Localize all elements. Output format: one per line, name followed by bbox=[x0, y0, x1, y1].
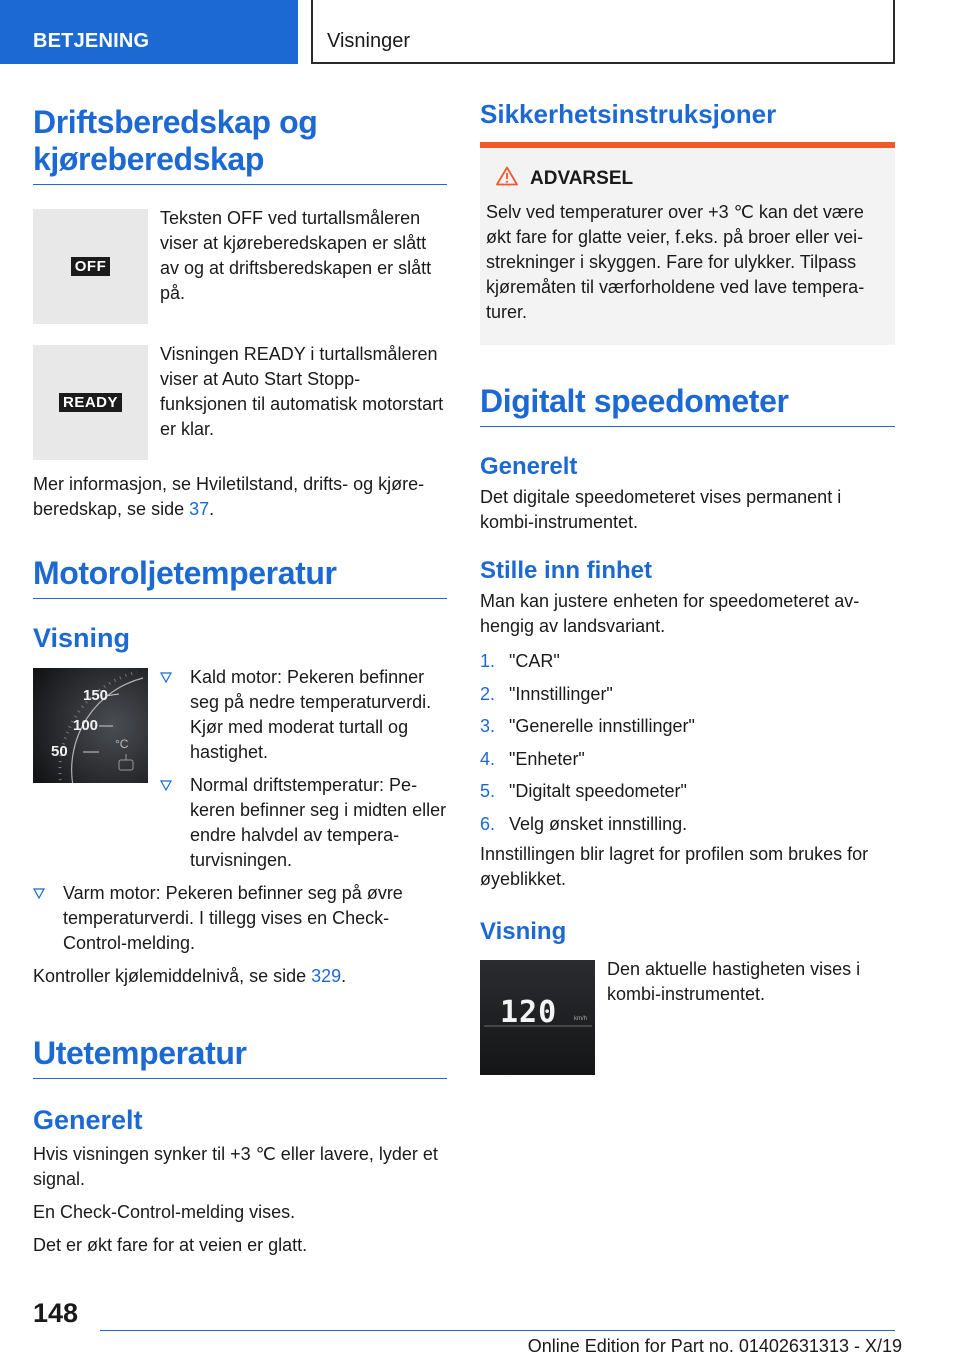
bullet-text: Kald motor: Pekeren befinner seg på nedre temperaturverdi. Kjør med moderat turtall og hastighet. bbox=[190, 667, 432, 762]
subtitle-generelt-right: Generelt bbox=[480, 453, 578, 480]
gauge-bullets-full bbox=[33, 881, 447, 956]
speedometer-graphic bbox=[480, 960, 595, 1075]
footer-divider bbox=[100, 1330, 895, 1331]
step-number: 5. bbox=[480, 781, 496, 801]
subtitle-visning-left: Visning bbox=[33, 623, 131, 653]
ready-indicator-image bbox=[33, 345, 148, 460]
footer-edition: Online Edition for Part no. 01402631313 - X/19 bbox=[527, 1336, 902, 1356]
gauge-label-100: 100 bbox=[73, 717, 99, 734]
step-text: "Innstillinger" bbox=[509, 683, 613, 704]
page-link-37[interactable]: 37 bbox=[189, 499, 210, 519]
warning-label: ADVARSEL bbox=[530, 168, 634, 189]
check-text: Kontroller kjølemiddelnivå, se side bbox=[33, 966, 312, 986]
after-steps-text: Innstillingen blir lagret for profilen som brukes for øyeblikket. bbox=[480, 844, 869, 889]
bullet-text: Varm motor: Pekeren befinner seg på øvre temperaturverdi. I tillegg vises en Check-Control-melding. bbox=[63, 883, 403, 953]
title-driftsberedskap: Driftsberedskap og kjøreberedskap bbox=[33, 104, 447, 185]
ute-paragraph-2: En Check-Control-melding vises. bbox=[33, 1202, 296, 1222]
subtitle-stille-inn: Stille inn finhet bbox=[480, 557, 652, 584]
bullet-triangle-icon bbox=[160, 773, 190, 873]
gauge-label-unit: °C bbox=[115, 737, 129, 751]
step-number: 2. bbox=[480, 683, 496, 704]
steps-list bbox=[480, 649, 895, 837]
bullet-text: Normal driftstemperatur: Pekeren befinner seg i midten eller endre halvdel av temperaturvisningen. bbox=[190, 775, 447, 870]
step-text: "Digitalt speedometer" bbox=[509, 781, 687, 801]
header-section-tab: BETJENING bbox=[0, 0, 298, 64]
gauge-label-50: 50 bbox=[51, 743, 68, 760]
bullet-triangle-icon bbox=[160, 665, 190, 765]
step-item bbox=[480, 747, 895, 772]
bullet-normal-temp bbox=[160, 773, 447, 873]
warning-header bbox=[486, 166, 889, 192]
check-end: . bbox=[341, 966, 347, 986]
header-chapter: Visninger bbox=[311, 0, 895, 64]
step-item bbox=[480, 812, 895, 837]
gauge-row bbox=[33, 668, 447, 881]
speed-unit: km/h bbox=[574, 1016, 588, 1022]
off-indicator-image bbox=[33, 209, 148, 324]
off-text: Teksten OFF ved turtallsmåleren viser at kjøreberedskapen er slått av og at driftsberedskapen er slått på. bbox=[160, 208, 432, 303]
off-row bbox=[33, 209, 447, 324]
bullet-hot-engine bbox=[33, 881, 447, 956]
title-sikkerhetsinstruksjoner: Sikkerhetsinstruksjoner bbox=[480, 99, 777, 129]
step-text: "Generelle innstillinger" bbox=[509, 716, 695, 736]
right-column bbox=[480, 100, 895, 1075]
ute-paragraph-1: Hvis visningen synker til +3 ℃ eller lavere, lyder et signal. bbox=[33, 1144, 438, 1189]
more-info-paragraph bbox=[33, 472, 447, 522]
left-column bbox=[33, 104, 447, 1258]
ute-paragraph-3: Det er økt fare for at veien er glatt. bbox=[33, 1235, 308, 1255]
off-badge: OFF bbox=[71, 257, 111, 276]
warning-box bbox=[480, 142, 895, 345]
title-utetemperatur: Utetemperatur bbox=[33, 1035, 447, 1079]
step-item bbox=[480, 649, 895, 674]
stille-text: Man kan justere enheten for speedometeret avhengig av landsvariant. bbox=[480, 591, 860, 636]
step-number: 6. bbox=[480, 813, 496, 834]
title-digitalt-speedometer: Digitalt speedometer bbox=[480, 383, 895, 427]
step-text: "Enheter" bbox=[509, 748, 585, 769]
warning-text: Selv ved temperaturer over +3 ℃ kan det være økt fare for glatte veier, f.eks. på broer eller veistrekninger i skyggen. Fare for ulykker. Tilpass kjøremåten til værforholdene ved lave temperaturer. bbox=[486, 202, 865, 322]
speedo-row bbox=[480, 960, 895, 1075]
step-number: 4. bbox=[480, 748, 496, 769]
bullet-cold-engine bbox=[160, 665, 447, 765]
ready-row bbox=[33, 345, 447, 460]
generelt-text: Det digitale speedometeret vises permanent i kombi-instrumentet. bbox=[480, 487, 842, 532]
gauge-label-150: 150 bbox=[83, 687, 109, 704]
bullet-triangle-icon bbox=[33, 881, 63, 956]
page-number: 148 bbox=[33, 1298, 79, 1328]
temperature-gauge-image bbox=[33, 668, 148, 783]
check-coolant-paragraph bbox=[33, 964, 447, 989]
step-number: 1. bbox=[480, 651, 496, 671]
subtitle-generelt-left: Generelt bbox=[33, 1105, 143, 1135]
speed-value: 120 bbox=[500, 995, 558, 1030]
page-link-329[interactable]: 329 bbox=[311, 966, 342, 986]
step-item bbox=[480, 779, 895, 804]
subtitle-visning-right: Visning bbox=[480, 918, 567, 945]
gauge-bullets bbox=[160, 665, 447, 881]
ready-text: Visningen READY i turtallsmåleren viser at Auto Start Stopp-funksjonen til automatisk motorstart er klar. bbox=[160, 344, 444, 439]
step-text: "CAR" bbox=[509, 651, 560, 671]
step-item bbox=[480, 714, 895, 739]
ready-badge: READY bbox=[59, 393, 122, 412]
more-info-end: . bbox=[209, 499, 215, 519]
warning-triangle-icon bbox=[496, 166, 518, 192]
digital-speedometer-image bbox=[480, 960, 595, 1075]
title-motoroljetemperatur: Motoroljetemperatur bbox=[33, 555, 447, 599]
visning-text: Den aktuelle hastigheten vises i kombi-instrumentet. bbox=[607, 959, 861, 1004]
step-text: Velg ønsket innstilling. bbox=[509, 813, 688, 834]
more-info-text: Mer informasjon, se Hviletilstand, drifts- og kjøreberedskap, se side bbox=[33, 474, 425, 519]
gauge-graphic bbox=[33, 668, 148, 783]
step-item bbox=[480, 682, 895, 707]
step-number: 3. bbox=[480, 716, 496, 736]
